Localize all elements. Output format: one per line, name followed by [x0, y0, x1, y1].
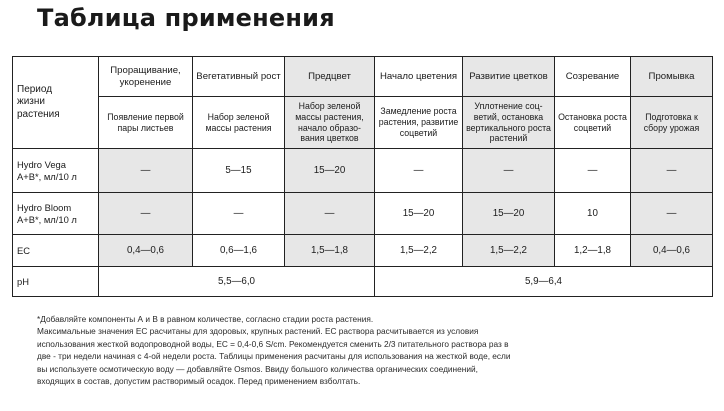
table-cell: 15—20: [375, 193, 463, 235]
footnotes: [37, 313, 713, 387]
stage-header: Промывка: [631, 57, 713, 97]
stage-header: Созревание: [555, 57, 631, 97]
page-title: Таблица применения: [37, 4, 335, 32]
table-cell: —: [631, 149, 713, 193]
stage-header: Начало цветения: [375, 57, 463, 97]
footnote-line: входящих в состав, допустим растворимый осадок. Перед применением взболтать.: [37, 376, 361, 387]
ph-range-early: 5,5—6,0: [99, 267, 375, 297]
table-cell: 15—20: [285, 149, 375, 193]
table-cell: 5—15: [193, 149, 285, 193]
table-cell: 1,5—2,2: [375, 235, 463, 267]
footnote-line: две - три недели начиная с 4-ой недели роста. Таблицы применения расчитаны для использования на жесткой воде, если: [37, 351, 511, 362]
corner-label: Период жизни растения: [13, 57, 99, 149]
table-cell: —: [375, 149, 463, 193]
table-cell: —: [99, 193, 193, 235]
stage-description: Набор зеленой массы растения, начало образо-вания цветков: [285, 97, 375, 149]
stage-header: Предцвет: [285, 57, 375, 97]
table-cell: 1,5—1,8: [285, 235, 375, 267]
table-cell: 0,4—0,6: [99, 235, 193, 267]
row-label-ph: pH: [13, 267, 99, 297]
ph-range-late: 5,9—6,4: [375, 267, 713, 297]
table-cell: 0,4—0,6: [631, 235, 713, 267]
table-cell: 10: [555, 193, 631, 235]
stage-description: Замедление роста растения, развитие соцветий: [375, 97, 463, 149]
row-label-hydro-bloom: Hydro Bloom A+B*, мл/10 л: [13, 193, 99, 235]
table-cell: —: [99, 149, 193, 193]
table-cell: 1,2—1,8: [555, 235, 631, 267]
table-cell: 15—20: [463, 193, 555, 235]
stage-description: Уплотнение соц-ветий, остановка вертикального роста растений: [463, 97, 555, 149]
table-cell: 0,6—1,6: [193, 235, 285, 267]
table-cell: —: [631, 193, 713, 235]
stage-description: Появление первой пары листьев: [99, 97, 193, 149]
table-cell: —: [555, 149, 631, 193]
stage-header: Развитие цветков: [463, 57, 555, 97]
row-label-ec: EC: [13, 235, 99, 267]
stage-header: Проращивание, укоренение: [99, 57, 193, 97]
table-cell: 1,5—2,2: [463, 235, 555, 267]
stage-description: Остановка роста соцветий: [555, 97, 631, 149]
footnote-line: использования жесткой водопроводной воды, ЕС = 0,4-0,6 S/cm. Рекомендуется сменить 2/3 питательного раствора раз в: [37, 338, 509, 349]
footnote-line: *Добавляйте компоненты А и В в равном количестве, согласно стадии роста растения.: [37, 314, 374, 324]
application-table: [12, 56, 713, 297]
stage-description: Набор зеленой массы растения: [193, 97, 285, 149]
footnote-line: вы используете осмотическую воду — добавляйте Osmos. Ввиду большого количества органических соединений,: [37, 363, 478, 374]
stage-description: Подготовка к сбору урожая: [631, 97, 713, 149]
table-cell: —: [285, 193, 375, 235]
stage-header: Вегетативный рост: [193, 57, 285, 97]
table-cell: —: [193, 193, 285, 235]
row-label-hydro-vega: Hydro Vega A+B*, мл/10 л: [13, 149, 99, 193]
table-cell: —: [463, 149, 555, 193]
footnote-line: Максимальные значения ЕС расчитаны для здоровых, крупных растений. EC раствора расчитывается из условия: [37, 326, 479, 337]
